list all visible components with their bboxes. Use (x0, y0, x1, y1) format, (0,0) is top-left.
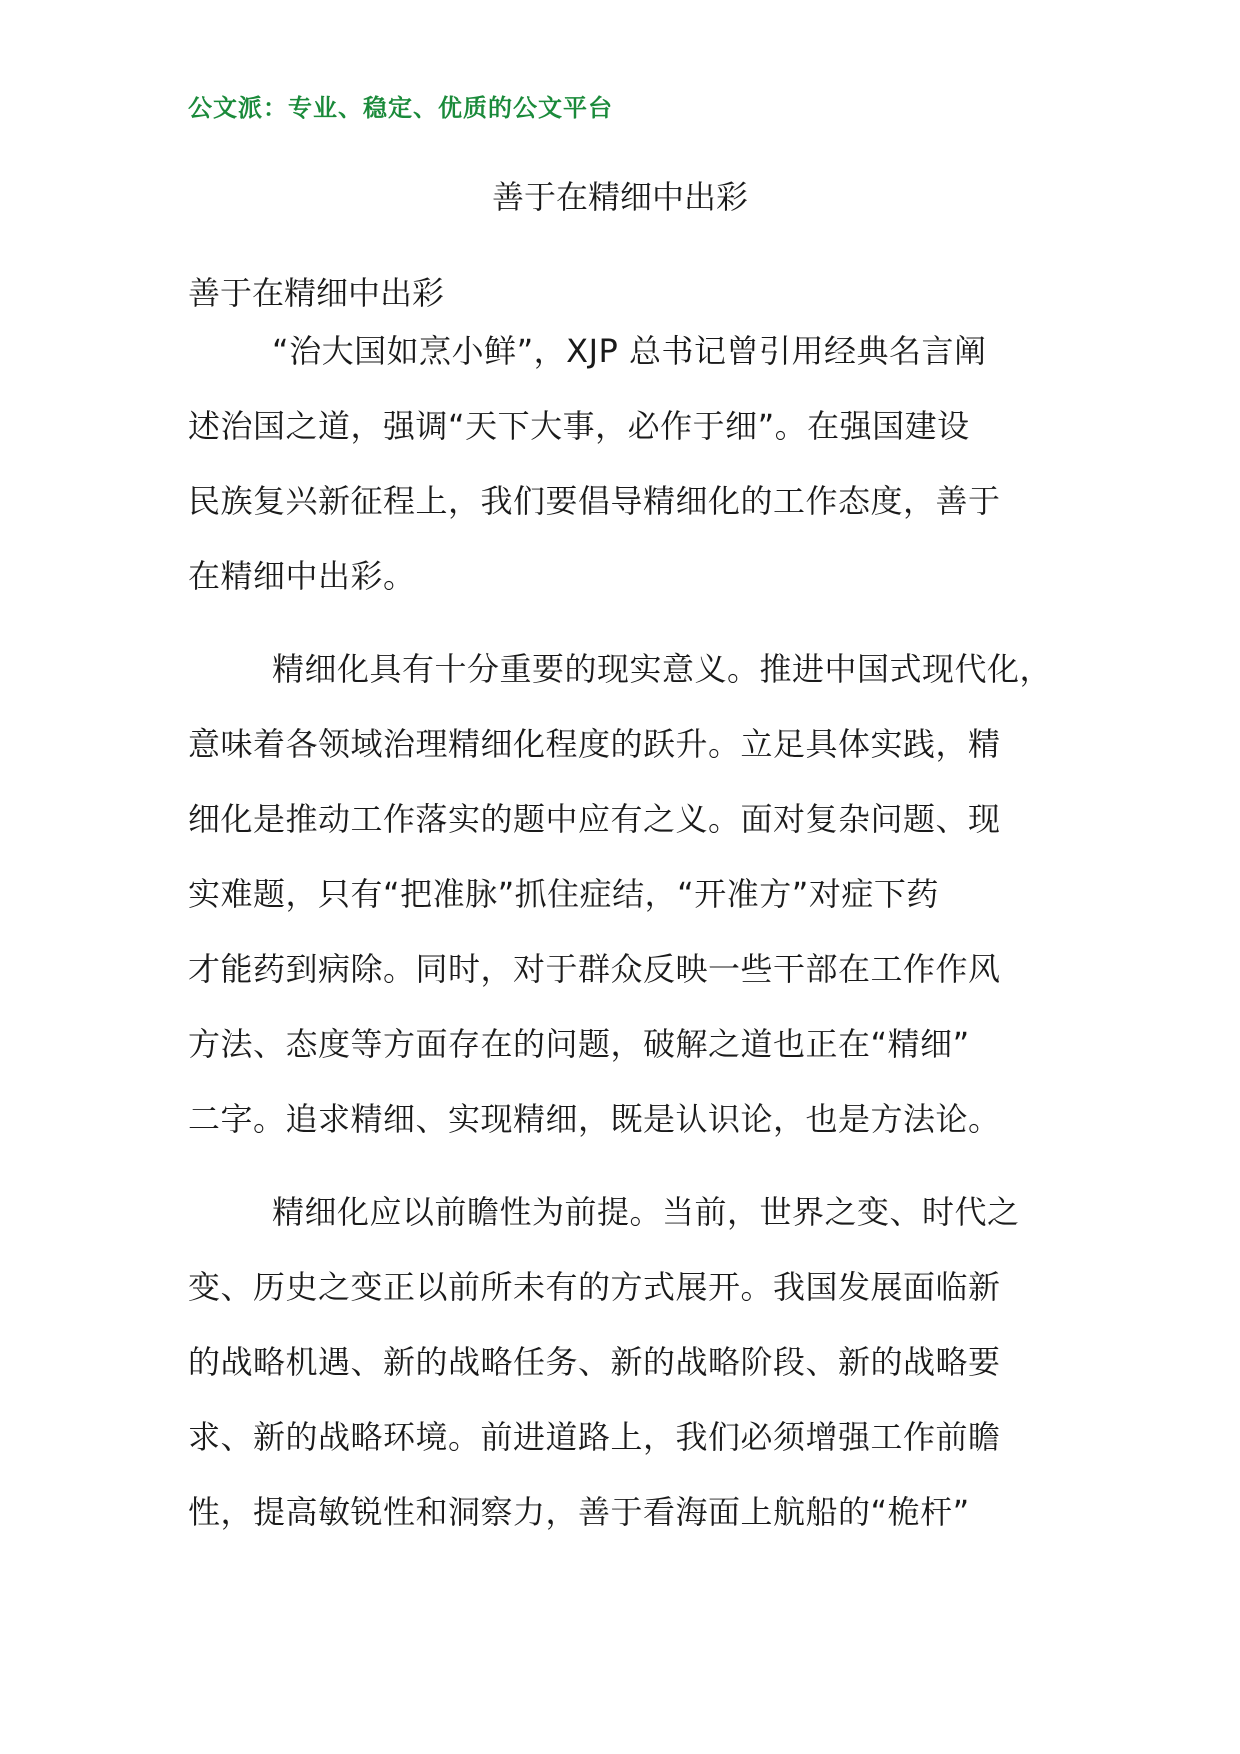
platform-tagline: 公文派：专业、稳定、优质的公文平台 (188, 94, 613, 122)
paragraph-line: 精细化具有十分重要的现实意义。推进中国式现代化， (272, 650, 1053, 688)
paragraph-line: 的战略机遇、新的战略任务、新的战略阶段、新的战略要 (188, 1343, 1001, 1381)
paragraph-line: 方法、态度等方面存在的问题，破解之道也正在“精细” (188, 1025, 970, 1063)
paragraph-line: 二字。追求精细、实现精细，既是认识论，也是方法论。 (188, 1100, 1001, 1138)
paragraph-1 (188, 314, 1068, 614)
document-title: 善于在精细中出彩 (491, 178, 748, 216)
paragraph-line: 性，提高敏锐性和洞察力，善于看海面上航船的“桅杆” (188, 1493, 970, 1531)
paragraph-line: 精细化应以前瞻性为前提。当前，世界之变、时代之 (272, 1193, 1020, 1231)
paragraph-line: 实难题，只有“把准脉”抓住症结，“开准方”对症下药 (188, 875, 939, 913)
paragraph-line: 在精细中出彩。 (188, 557, 416, 595)
document-body (188, 314, 1068, 1568)
paragraph-line: 才能药到病除。同时，对于群众反映一些干部在工作作风 (188, 950, 1001, 988)
paragraph-2 (188, 632, 1068, 1157)
paragraph-line: 变、历史之变正以前所未有的方式展开。我国发展面临新 (188, 1268, 1001, 1306)
document-subtitle: 善于在精细中出彩 (188, 274, 445, 312)
paragraph-3 (188, 1175, 1068, 1550)
paragraph-line: 民族复兴新征程上，我们要倡导精细化的工作态度，善于 (188, 482, 1001, 520)
paragraph-line: “治大国如烹小鲜”，XJP 总书记曾引用经典名言阐 (272, 332, 987, 370)
paragraph-line: 细化是推动工作落实的题中应有之义。面对复杂问题、现 (188, 800, 1001, 838)
paragraph-line: 述治国之道，强调“天下大事，必作于细”。在强国建设 (188, 407, 970, 445)
paragraph-line: 求、新的战略环境。前进道路上，我们必须增强工作前瞻 (188, 1418, 1001, 1456)
paragraph-line: 意味着各领域治理精细化程度的跃升。立足具体实践，精 (188, 725, 1001, 763)
